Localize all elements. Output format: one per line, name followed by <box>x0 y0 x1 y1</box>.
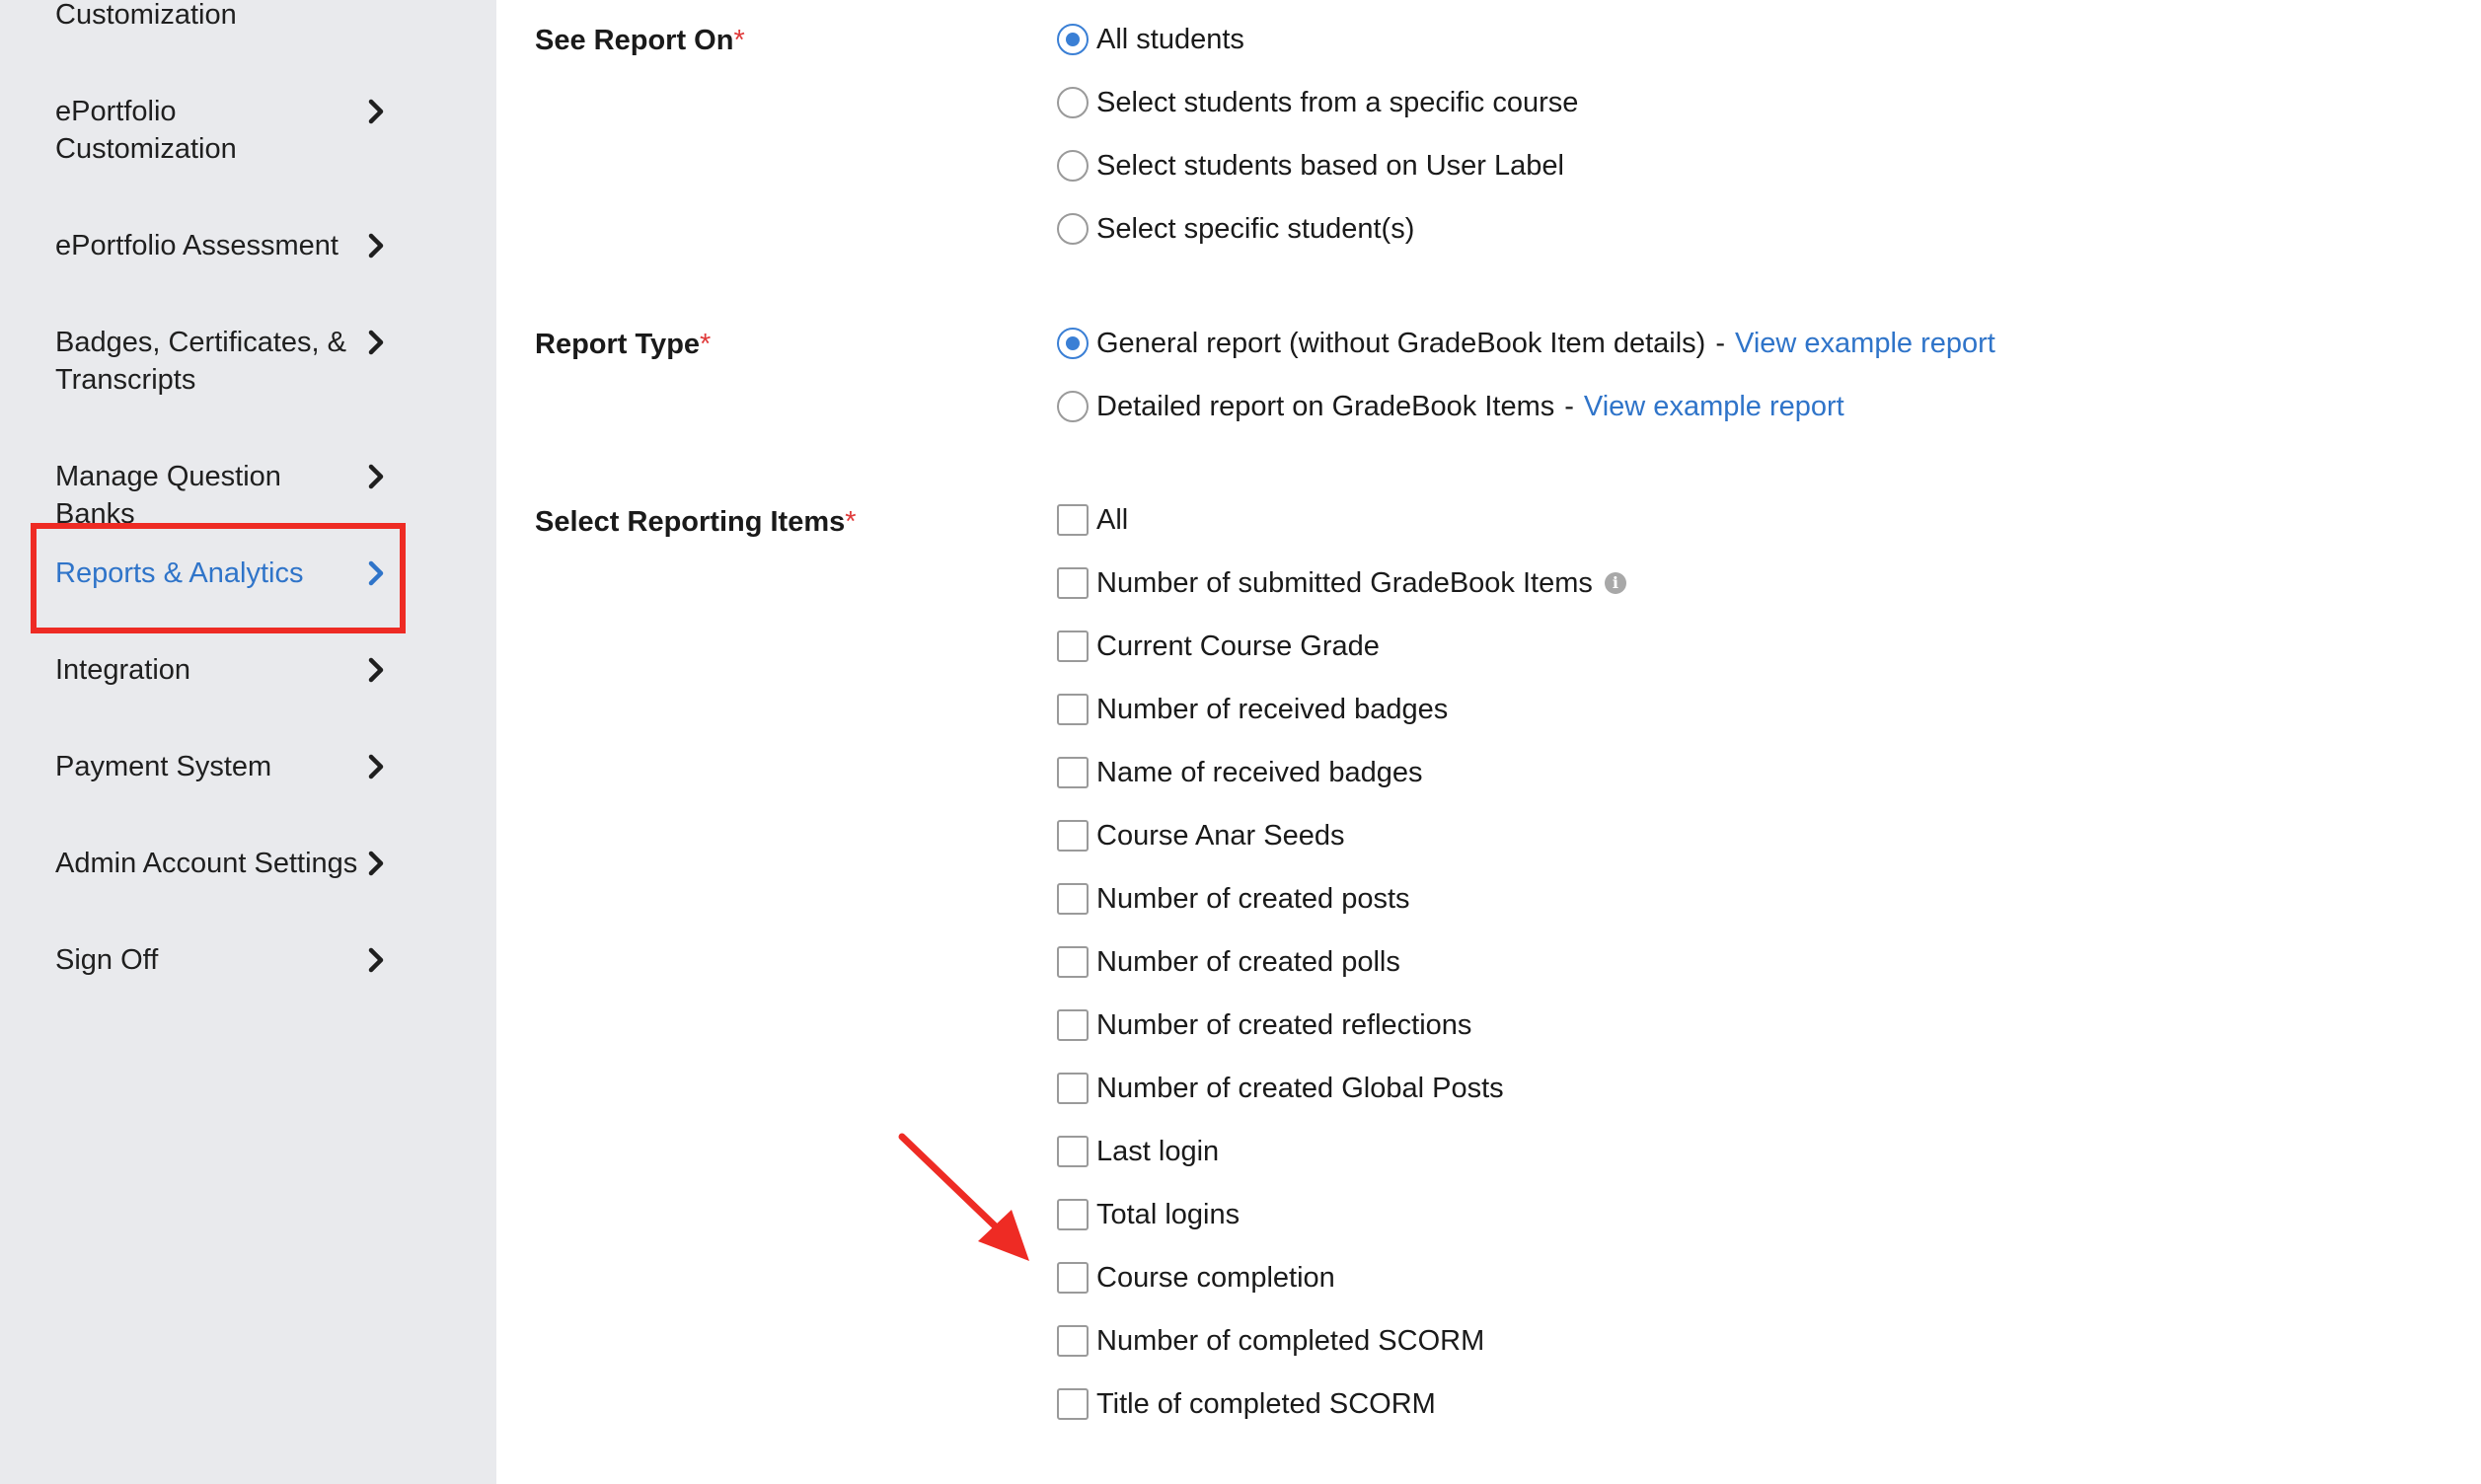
checkbox[interactable] <box>1057 1325 1089 1357</box>
radio-button[interactable] <box>1057 213 1089 245</box>
checkbox[interactable] <box>1057 1136 1089 1167</box>
chevron-right-icon <box>361 941 391 979</box>
sidebar-item-eportfolio-assessment[interactable] <box>55 227 391 264</box>
field-label-text: Report Type <box>535 329 701 360</box>
chevron-right-icon <box>361 555 391 592</box>
info-icon[interactable]: i <box>1605 572 1626 594</box>
radio-button[interactable] <box>1057 24 1089 55</box>
radio-button[interactable] <box>1057 391 1089 422</box>
option-label: General report (without GradeBook Item details) <box>1096 328 1706 359</box>
option-label: Select students based on User Label <box>1096 150 1564 182</box>
sidebar-item-payment-system[interactable] <box>55 748 391 785</box>
sidebar-item-label: Customization <box>55 0 237 31</box>
chevron-right-icon <box>361 93 391 130</box>
radio-general-report[interactable] <box>1057 325 1995 362</box>
sidebar-item-label: Sign Off <box>55 944 159 976</box>
sidebar-item-reports-analytics[interactable] <box>55 555 391 592</box>
checkbox-label: Number of created posts <box>1096 883 1410 915</box>
sidebar-item-integration[interactable] <box>55 651 391 689</box>
checkbox[interactable] <box>1057 946 1089 978</box>
sidebar-item-sign-off[interactable] <box>55 941 391 979</box>
checkbox-label: Number of submitted GradeBook Items <box>1096 567 1593 599</box>
option-separator: - <box>1564 391 1574 422</box>
checkbox-item-total-logins[interactable] <box>1057 1196 1240 1233</box>
view-example-report-link[interactable]: View example report <box>1583 391 1844 422</box>
chevron-right-icon <box>361 324 391 361</box>
checkbox-item-created-polls[interactable] <box>1057 943 1400 981</box>
checkbox-label: Number of created reflections <box>1096 1009 1472 1041</box>
checkbox-label: Number of completed SCORM <box>1096 1325 1485 1357</box>
checkbox-label: Name of received badges <box>1096 757 1423 788</box>
radio-students-user-label[interactable] <box>1057 147 1564 185</box>
radio-button[interactable] <box>1057 87 1089 118</box>
option-label: Detailed report on GradeBook Items <box>1096 391 1555 422</box>
checkbox-item-created-reflections[interactable] <box>1057 1006 1471 1044</box>
field-label-text: Select Reporting Items <box>535 506 846 538</box>
radio-detailed-report[interactable] <box>1057 388 1844 425</box>
sidebar-item-customization[interactable] <box>55 0 391 34</box>
radio-specific-students[interactable] <box>1057 210 1414 248</box>
view-example-report-link[interactable]: View example report <box>1735 328 1995 359</box>
option-label: Select students from a specific course <box>1096 87 1579 118</box>
sidebar-item-label: Reports & Analytics <box>55 557 304 589</box>
radio-all-students[interactable] <box>1057 21 1244 58</box>
checkbox-item-received-badges-count[interactable] <box>1057 691 1448 728</box>
checkbox[interactable] <box>1057 567 1089 599</box>
radio-button[interactable] <box>1057 150 1089 182</box>
checkbox-label: Course Anar Seeds <box>1096 820 1345 852</box>
option-label: Select specific student(s) <box>1096 213 1415 245</box>
sidebar-item-label: Admin Account Settings <box>55 848 358 879</box>
see-report-on-label <box>535 22 745 59</box>
checkbox[interactable] <box>1057 694 1089 725</box>
checkbox-item-all[interactable] <box>1057 501 1128 539</box>
required-marker: * <box>700 329 712 360</box>
chevron-right-icon <box>361 651 391 689</box>
radio-button[interactable] <box>1057 328 1089 359</box>
chevron-right-icon <box>361 748 391 785</box>
field-label-text: See Report On <box>535 25 734 56</box>
checkbox-item-submitted-gradebook[interactable] <box>1057 564 1626 602</box>
checkbox[interactable] <box>1057 1199 1089 1230</box>
checkbox-label: Last login <box>1096 1136 1220 1167</box>
sidebar-item-label: Payment System <box>55 751 272 782</box>
checkbox-item-created-posts[interactable] <box>1057 880 1410 918</box>
chevron-right-icon <box>361 227 391 264</box>
annotation-arrow-icon <box>888 1125 1046 1273</box>
sidebar-item-label: Manage Question Banks <box>55 461 281 530</box>
checkbox[interactable] <box>1057 1073 1089 1104</box>
option-separator: - <box>1715 328 1726 359</box>
checkbox-item-completed-scorm-title[interactable] <box>1057 1385 1436 1423</box>
checkbox-item-completed-scorm-count[interactable] <box>1057 1322 1484 1360</box>
checkbox-label: All <box>1096 504 1129 536</box>
required-marker: * <box>733 25 745 56</box>
checkbox-label: Number of received badges <box>1096 694 1449 725</box>
checkbox-item-last-login[interactable] <box>1057 1133 1219 1170</box>
sidebar <box>0 0 496 1484</box>
sidebar-item-admin-account-settings[interactable] <box>55 845 391 882</box>
checkbox[interactable] <box>1057 757 1089 788</box>
checkbox-item-anar-seeds[interactable] <box>1057 817 1344 854</box>
report-type-label <box>535 326 711 363</box>
checkbox[interactable] <box>1057 1009 1089 1041</box>
checkbox-item-received-badges-name[interactable] <box>1057 754 1422 791</box>
checkbox[interactable] <box>1057 631 1089 662</box>
sidebar-item-badges-certificates-transcripts[interactable] <box>55 324 391 399</box>
checkbox-label: Number of created polls <box>1096 946 1400 978</box>
sidebar-item-label: Badges, Certificates, & Transcripts <box>55 327 346 396</box>
checkbox-label: Number of created Global Posts <box>1096 1073 1504 1104</box>
checkbox-label: Title of completed SCORM <box>1096 1388 1436 1420</box>
sidebar-item-label: ePortfolio Customization <box>55 96 237 165</box>
select-reporting-items-label <box>535 503 857 541</box>
checkbox[interactable] <box>1057 1388 1089 1420</box>
checkbox-label: Course completion <box>1096 1262 1335 1294</box>
chevron-right-icon <box>361 845 391 882</box>
sidebar-item-label: ePortfolio Assessment <box>55 230 338 261</box>
checkbox[interactable] <box>1057 1262 1089 1294</box>
checkbox[interactable] <box>1057 820 1089 852</box>
option-label: All students <box>1096 24 1244 55</box>
checkbox-item-course-completion[interactable] <box>1057 1259 1335 1297</box>
checkbox[interactable] <box>1057 504 1089 536</box>
checkbox-label: Total logins <box>1096 1199 1240 1230</box>
checkbox[interactable] <box>1057 883 1089 915</box>
required-marker: * <box>845 506 857 538</box>
chevron-right-icon <box>361 458 391 495</box>
radio-students-specific-course[interactable] <box>1057 84 1578 121</box>
checkbox-label: Current Course Grade <box>1096 631 1380 662</box>
checkbox-item-global-posts[interactable] <box>1057 1070 1504 1107</box>
sidebar-item-manage-question-banks[interactable] <box>55 458 391 533</box>
sidebar-item-label: Integration <box>55 654 191 686</box>
checkbox-item-current-course-grade[interactable] <box>1057 628 1380 665</box>
sidebar-item-eportfolio-customization[interactable] <box>55 93 391 168</box>
